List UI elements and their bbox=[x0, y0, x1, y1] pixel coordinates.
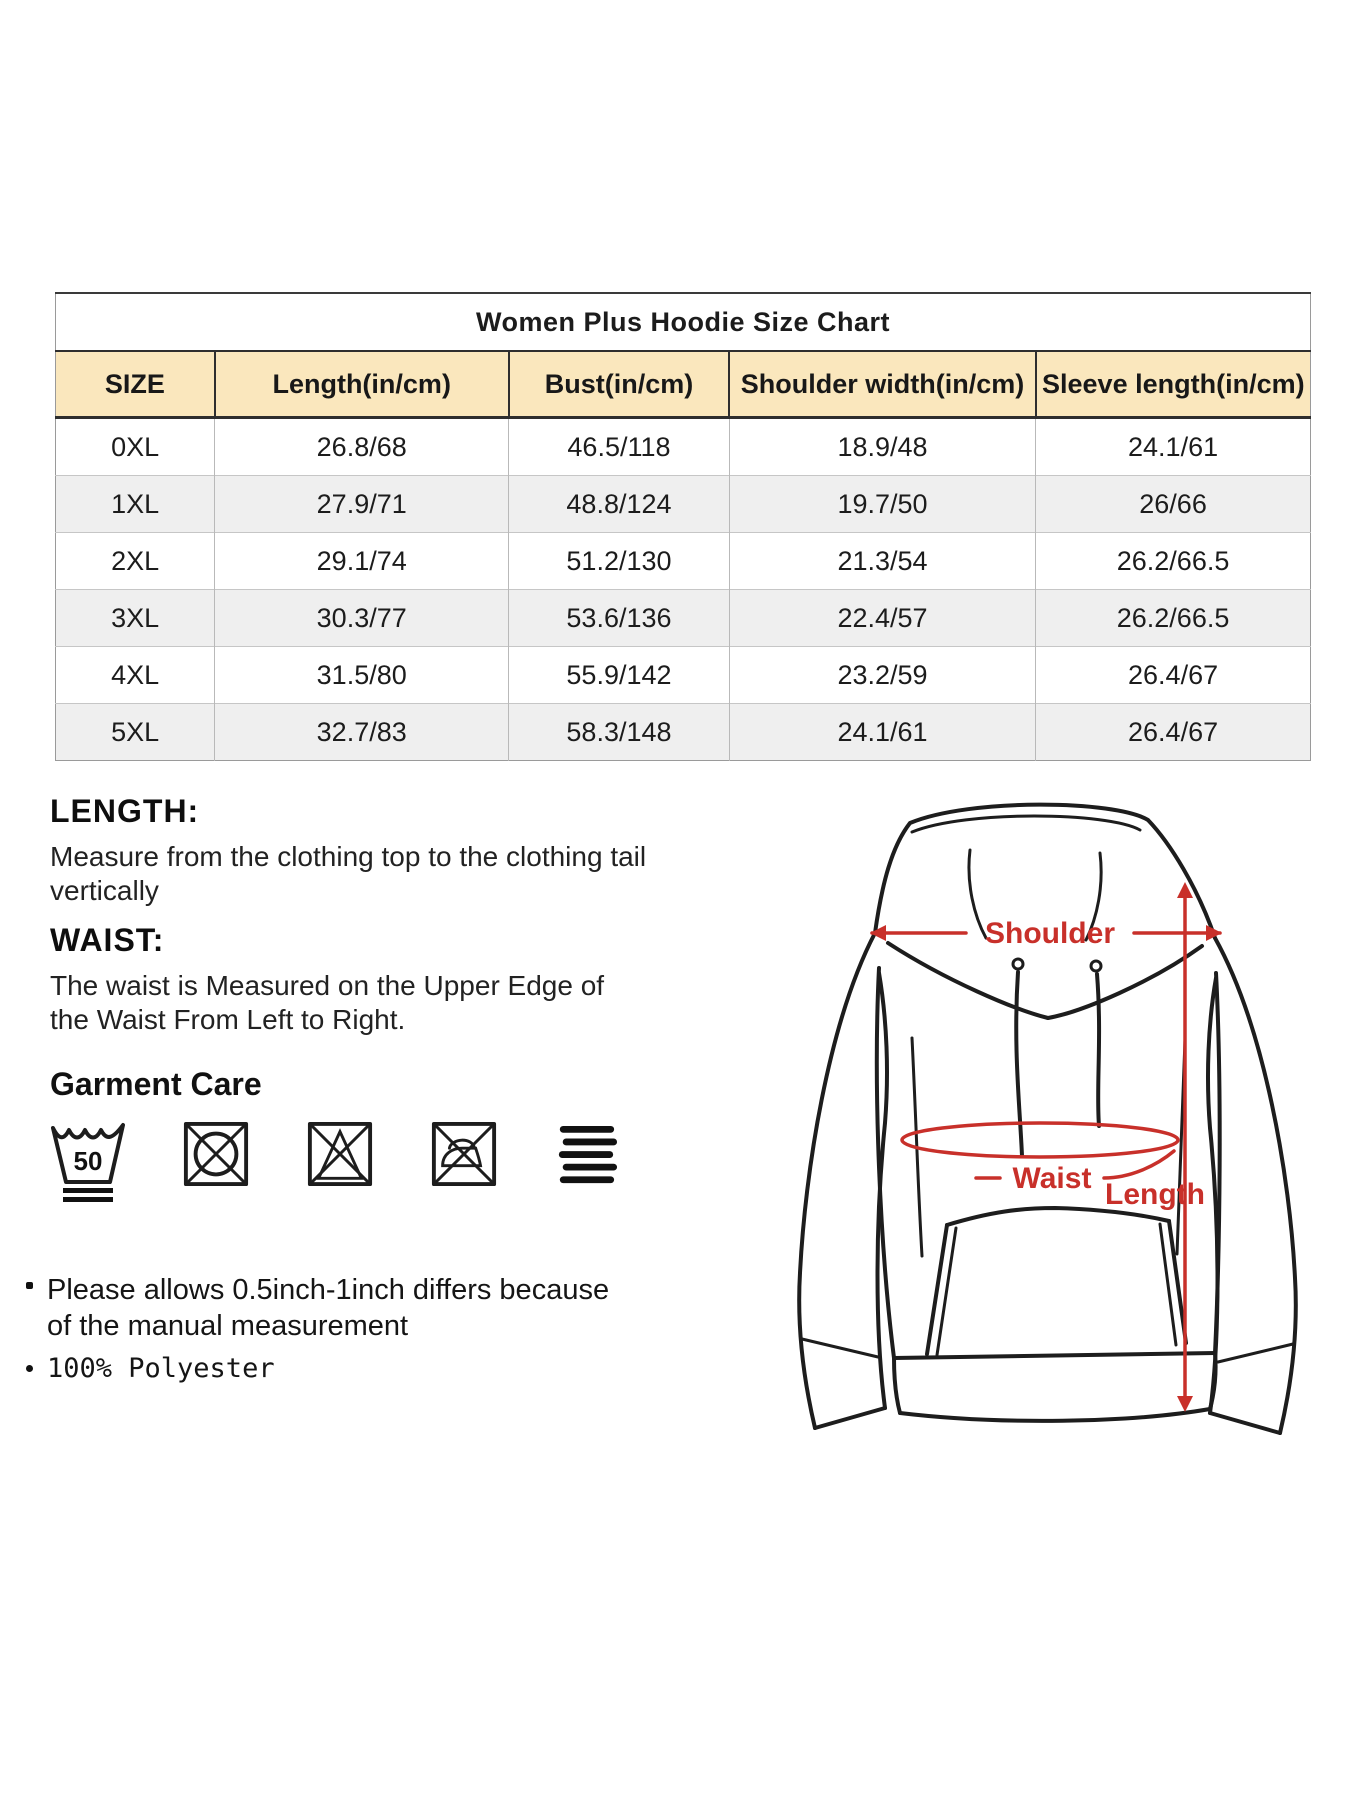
bust-cell: 46.5/118 bbox=[509, 418, 730, 476]
waist-section-heading: WAIST: bbox=[50, 922, 165, 958]
col-header-length: Length(in/cm) bbox=[215, 351, 509, 418]
table-row bbox=[56, 647, 1311, 704]
length-cell: 30.3/77 bbox=[215, 590, 509, 647]
hoodie-measurement-diagram bbox=[770, 788, 1330, 1468]
shoulder-cell: 18.9/48 bbox=[729, 418, 1035, 476]
bust-cell: 58.3/148 bbox=[509, 704, 730, 761]
col-header-bust: Bust(in/cm) bbox=[509, 351, 730, 418]
length-cell: 26.8/68 bbox=[215, 418, 509, 476]
sleeve-cell: 26.4/67 bbox=[1036, 647, 1311, 704]
sleeve-cell: 26.2/66.5 bbox=[1036, 590, 1311, 647]
shoulder-cell: 22.4/57 bbox=[729, 590, 1035, 647]
size-table-body bbox=[56, 418, 1311, 761]
sleeve-cell: 24.1/61 bbox=[1036, 418, 1311, 476]
bust-cell: 48.8/124 bbox=[509, 476, 730, 533]
do-not-bleach-icon bbox=[306, 1120, 374, 1188]
table-row bbox=[56, 704, 1311, 761]
sleeve-cell: 26.4/67 bbox=[1036, 704, 1311, 761]
col-header-shoulder: Shoulder width(in/cm) bbox=[729, 351, 1035, 418]
do-not-iron-icon bbox=[430, 1120, 498, 1188]
table-row bbox=[56, 418, 1311, 476]
do-not-tumble-dry-icon bbox=[182, 1120, 250, 1188]
waist-section-body: The waist is Measured on the Upper Edge of the Waist From Left to Right. bbox=[50, 970, 605, 1035]
table-row bbox=[56, 533, 1311, 590]
bust-cell: 53.6/136 bbox=[509, 590, 730, 647]
sleeve-cell: 26.2/66.5 bbox=[1036, 533, 1311, 590]
wash-50-icon bbox=[50, 1120, 126, 1204]
shoulder-cell: 23.2/59 bbox=[729, 647, 1035, 704]
length-label: Length bbox=[1105, 1178, 1205, 1211]
shoulder-cell: 19.7/50 bbox=[729, 476, 1035, 533]
footnote-text: 100% Polyester bbox=[47, 1353, 275, 1384]
footnote-text: Please allows 0.5inch-1inch differs because of the manual measurement bbox=[47, 1274, 610, 1343]
waist-label: Waist bbox=[1012, 1162, 1092, 1195]
length-cell: 29.1/74 bbox=[215, 533, 509, 590]
garment-care-heading: Garment Care bbox=[50, 1066, 262, 1102]
bullet-icon bbox=[26, 1365, 33, 1372]
bullet-icon bbox=[26, 1282, 33, 1289]
length-cell: 27.9/71 bbox=[215, 476, 509, 533]
size-chart-table bbox=[55, 292, 1311, 761]
wash-temp-label: 50 bbox=[73, 1146, 103, 1176]
size-cell: 1XL bbox=[56, 476, 215, 533]
shoulder-cell: 21.3/54 bbox=[729, 533, 1035, 590]
table-header-row bbox=[56, 351, 1311, 418]
length-section-heading: LENGTH: bbox=[50, 793, 200, 829]
length-cell: 32.7/83 bbox=[215, 704, 509, 761]
length-cell: 31.5/80 bbox=[215, 647, 509, 704]
table-row bbox=[56, 476, 1311, 533]
footnote-measurement bbox=[26, 1272, 666, 1345]
garment-care-icons bbox=[50, 1120, 618, 1204]
col-header-sleeve: Sleeve length(in/cm) bbox=[1036, 351, 1311, 418]
size-cell: 0XL bbox=[56, 418, 215, 476]
dry-flat-icon bbox=[554, 1120, 618, 1192]
col-header-size: SIZE bbox=[56, 351, 215, 418]
shoulder-label: Shoulder bbox=[984, 917, 1116, 950]
size-cell: 5XL bbox=[56, 704, 215, 761]
size-cell: 3XL bbox=[56, 590, 215, 647]
size-cell: 4XL bbox=[56, 647, 215, 704]
bust-cell: 55.9/142 bbox=[509, 647, 730, 704]
size-cell: 2XL bbox=[56, 533, 215, 590]
sleeve-cell: 26/66 bbox=[1036, 476, 1311, 533]
table-row bbox=[56, 590, 1311, 647]
footnote-material bbox=[26, 1352, 666, 1386]
table-title: Women Plus Hoodie Size Chart bbox=[56, 293, 1311, 351]
shoulder-cell: 24.1/61 bbox=[729, 704, 1035, 761]
bust-cell: 51.2/130 bbox=[509, 533, 730, 590]
length-section-body: Measure from the clothing top to the clothing tail vertically bbox=[50, 841, 647, 906]
